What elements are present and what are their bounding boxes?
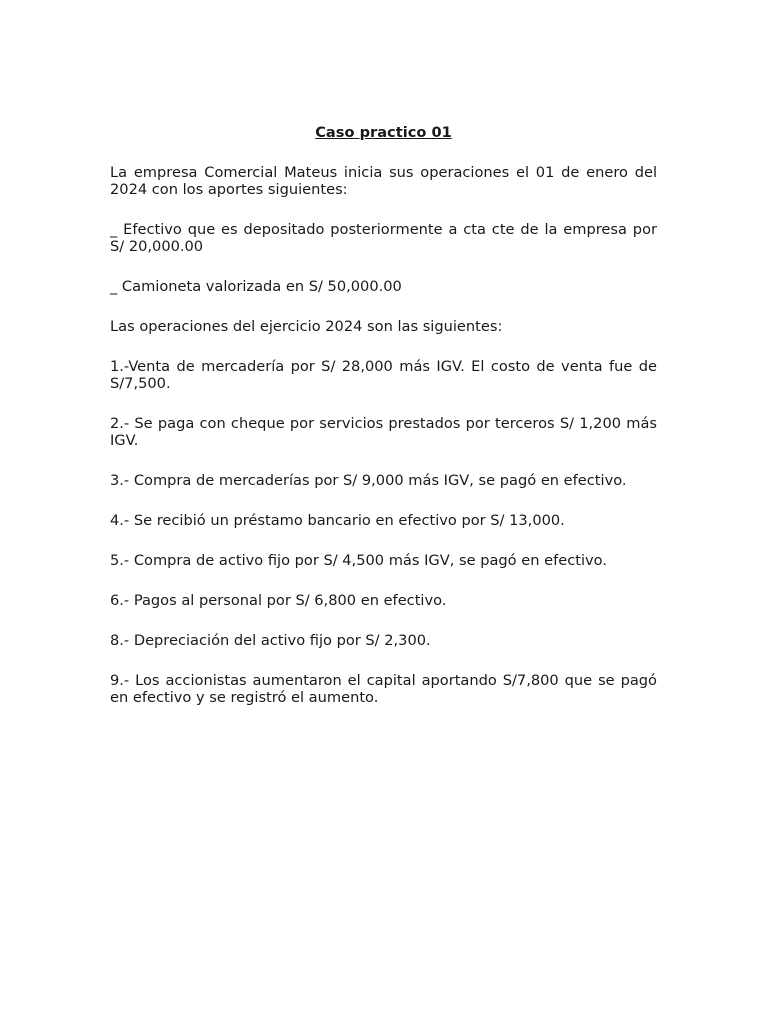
contribution-cash: _ Efectivo que es depositado posteriormente a cta cte de la empresa por S/ 20,000.00 [110,221,657,255]
operation-item: 1.-Venta de mercadería por S/ 28,000 más IGV. El costo de venta fue de S/7,500. [110,358,657,392]
operation-item: 4.- Se recibió un préstamo bancario en efectivo por S/ 13,000. [110,512,565,529]
document-body [110,124,657,729]
operation-item: 3.- Compra de mercaderías por S/ 9,000 más IGV, se pagó en efectivo. [110,472,627,489]
operation-item: 9.- Los accionistas aumentaron el capital aportando S/7,800 que se pagó en efectivo y se registró el aumento. [110,672,657,706]
operation-item: 2.- Se paga con cheque por servicios prestados por terceros S/ 1,200 más IGV. [110,415,657,449]
operation-item: 5.- Compra de activo fijo por S/ 4,500 más IGV, se pagó en efectivo. [110,552,607,569]
operations-heading: Las operaciones del ejercicio 2024 son las siguientes: [110,318,503,335]
operation-item: 8.- Depreciación del activo fijo por S/ 2,300. [110,632,431,649]
document-title: Caso practico 01 [315,124,452,141]
intro-paragraph: La empresa Comercial Mateus inicia sus operaciones el 01 de enero del 2024 con los aportes siguientes: [110,164,657,198]
contribution-truck: _ Camioneta valorizada en S/ 50,000.00 [110,278,402,295]
operation-item: 6.- Pagos al personal por S/ 6,800 en efectivo. [110,592,447,609]
